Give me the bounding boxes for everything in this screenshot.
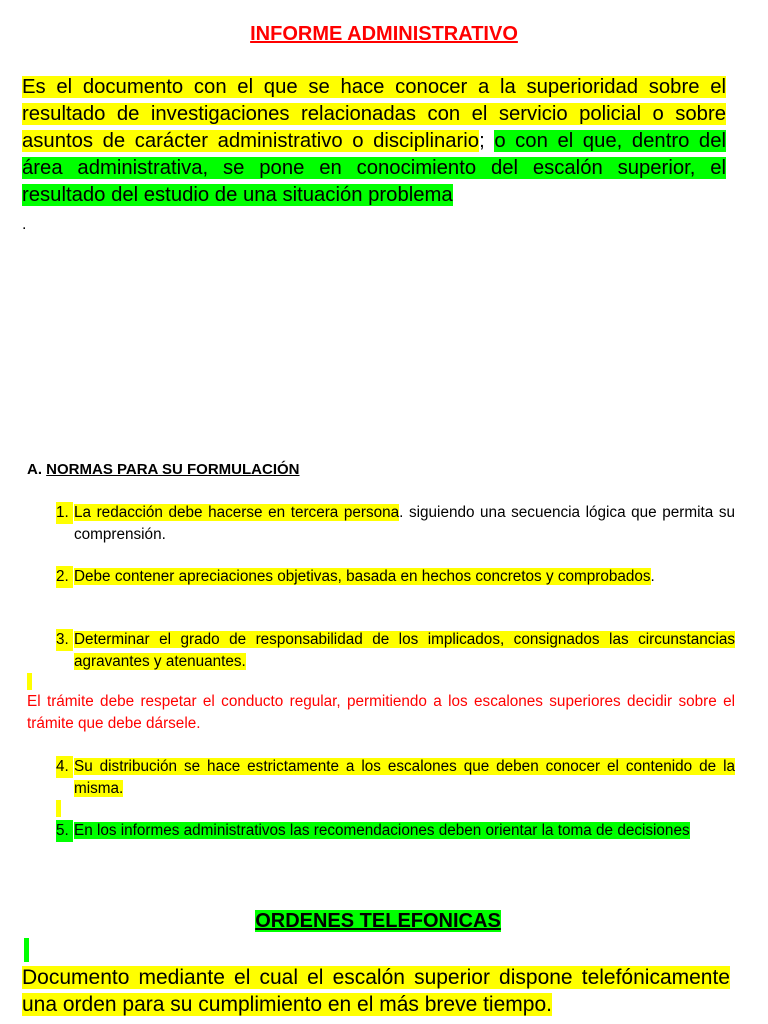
section2-title — [0, 910, 756, 933]
item-text — [74, 566, 735, 588]
item-number: 1. — [56, 502, 73, 524]
item-text — [74, 629, 735, 673]
item-text — [74, 820, 735, 842]
list-item — [56, 820, 735, 842]
item-highlighted-text: Determinar el grado de responsabilidad de los implicados, consignados las circunstancias agravantes y atenuantes. — [74, 631, 735, 670]
list-item — [56, 629, 735, 673]
list-item — [56, 756, 735, 800]
list-item — [56, 502, 735, 546]
item-highlighted-text: En los informes administrativos las recomendaciones deben orientar la toma de decisiones — [74, 822, 690, 839]
item-number: 3. — [56, 629, 73, 651]
section2-highlighted-text: Documento mediante el cual el escalón superior dispone telefónicamente una orden para su cumplimiento en el más breve tiempo. — [22, 966, 730, 1016]
intro-paragraph — [22, 74, 726, 209]
item-text — [74, 502, 735, 546]
intro-highlight-yellow: Es el documento con el que se hace conocer a la superioridad sobre el resultado de investigaciones relacionadas con el servicio policial o sobre asuntos de carácter administrativo o disciplinario — [22, 76, 726, 152]
item-number: 5. — [56, 820, 73, 842]
item-plain-text: . — [650, 568, 655, 585]
section2-paragraph — [22, 964, 730, 1018]
highlight-marker — [24, 938, 29, 962]
document-title: INFORME ADMINISTRATIVO — [250, 23, 518, 45]
item-highlighted-text: Su distribución se hace estrictamente a los escalones que deben conocer el contenido de la misma. — [74, 758, 735, 797]
section-title: NORMAS PARA SU FORMULACIÓN — [46, 461, 300, 478]
highlight-marker — [27, 673, 32, 690]
section2-title-text: ORDENES TELEFONICAS — [255, 910, 501, 932]
item-number: 2. — [56, 566, 73, 588]
item-highlighted-text: La redacción debe hacerse en tercera persona — [74, 504, 400, 521]
trailing-dot: . — [22, 216, 27, 233]
intro-separator: ; — [479, 130, 495, 152]
red-note: El trámite debe respetar el conducto regular, permitiendo a los escalones superiores decidir sobre el trámite que debe dársele. — [27, 693, 735, 732]
section-heading — [27, 461, 300, 478]
item-number: 4. — [56, 756, 73, 778]
intro-highlight-green: o con el que, dentro del área administrativa, se pone en conocimiento del escalón superior, el resultado del estudio de una situación problema — [22, 130, 726, 206]
highlight-marker — [56, 800, 61, 817]
item-text — [74, 756, 735, 800]
section-letter: A. — [27, 461, 47, 478]
item-highlighted-text: Debe contener apreciaciones objetivas, basada en hechos concretos y comprobados — [74, 568, 651, 585]
list-item — [56, 566, 735, 588]
item-plain-text: . siguiendo una secuencia lógica que permita su comprensión. — [74, 504, 735, 543]
